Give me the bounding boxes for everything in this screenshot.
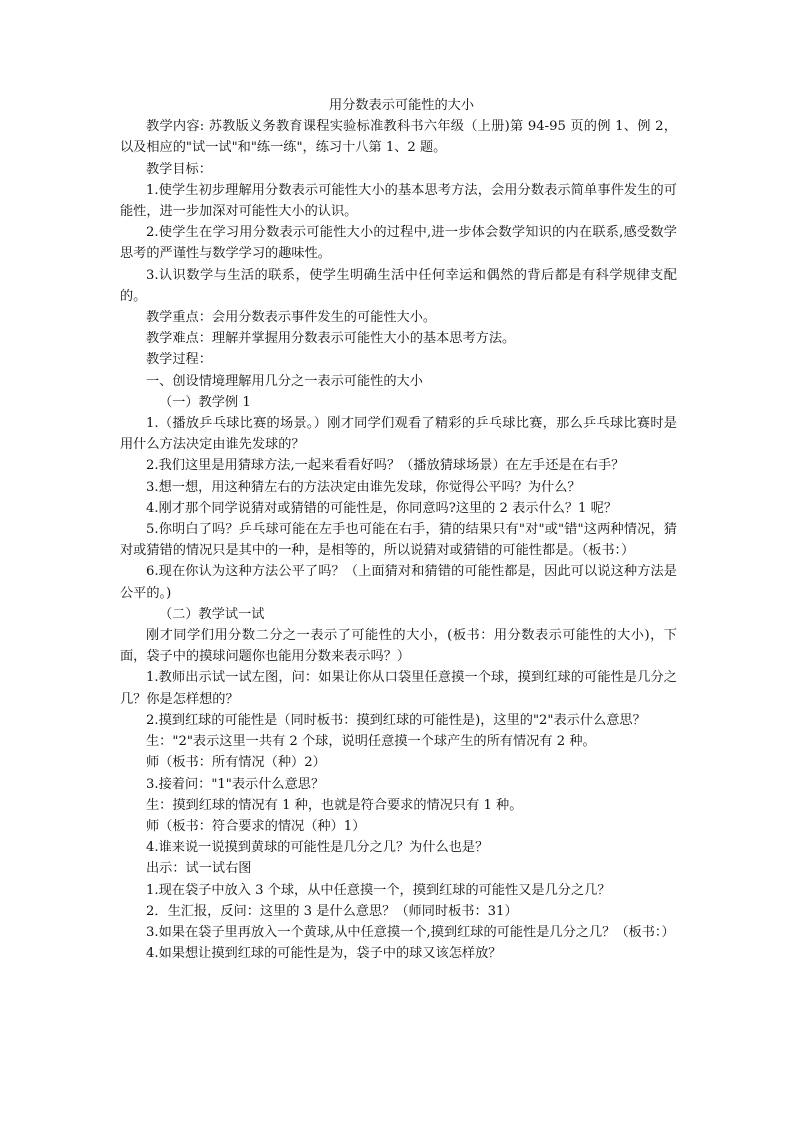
teaching-goals-heading: 教学目标： <box>146 161 212 177</box>
teaching-process-heading: 教学过程： <box>146 352 212 368</box>
show-right-figure: 出示：试一试右图 <box>146 861 252 877</box>
example1-step-5: 5.你明白了吗？乒乓球可能在左手也可能在右手，猜的结果只有"对"或"错"这两种情况，猜对或猜错的情况只是其中的一种，是相等的，所以说猜对或猜错的可能性都是。（板书：） <box>120 522 677 559</box>
teacher-board-1: 师（板书：所有情况（种）2） <box>146 755 326 771</box>
example1-step-4: 4.刚才那个同学说猜对或猜错的可能性是，你同意吗?这里的 2 表示什么？1 呢？ <box>146 500 618 516</box>
section-1-heading: 一、创设情境理解用几分之一表示可能性的大小 <box>146 373 423 389</box>
tryit-step-2: 2.摸到红球的可能性是（同时板书：摸到红球的可能性是)，这里的"2"表示什么意思？ <box>146 712 646 728</box>
student-answer-2: 生：摸到红球的情况有 1 种，也就是符合要求的情况只有 1 种。 <box>146 797 523 813</box>
tryit-step-3: 3.接着问："1"表示什么意思？ <box>146 776 325 792</box>
subsection-1-heading: （一）教学例 1 <box>159 394 251 410</box>
goal-3: 3.认识数学与生活的联系，使学生明确生活中任何幸运和偶然的背后都是有科学规律支配的。 <box>120 267 677 304</box>
teaching-key-point: 教学重点：会用分数表示事件发生的可能性大小。 <box>146 310 437 326</box>
subsection-2-heading: （二）教学试一试 <box>159 606 265 622</box>
tryit-intro: 刚才同学们用分数二分之一表示了可能性的大小，(板书：用分数表示可能性的大小)，下面，袋子中的摸球问题你也能用分数来表示吗？） <box>120 628 677 665</box>
example1-step-2: 2.我们这里是用猜球方法,一起来看看好吗？（播放猜球场景）在左手还是在右手？ <box>146 458 625 474</box>
example1-step-1: 1.（播放乒乓球比赛的场景。）刚才同学们观看了精彩的乒乓球比赛，那么乒乓球比赛时是用什么方法决定由谁先发球的？ <box>120 416 677 453</box>
example1-step-3: 3.想一想，用这种猜左右的方法决定由谁先发球，你觉得公平吗？为什么？ <box>146 479 581 495</box>
example1-step-6: 6.现在你认为这种方法公平了吗？（上面猜对和猜错的可能性都是，因此可以说这种方法是公平的。) <box>120 564 677 601</box>
tryit-step-1: 1.教师出示试一试左图，问：如果让你从口袋里任意摸一个球，摸到红球的可能性是几分之几？你是怎样想的？ <box>120 670 677 707</box>
document-title: 用分数表示可能性的大小 <box>328 98 475 113</box>
tryit-step-4: 4.谁来说一说摸到黄球的可能性是几分之几？为什么也是？ <box>146 840 489 856</box>
teaching-content: 教学内容: 苏教版义务教育课程实验标准教科书六年级（上册)第 94-95 页的例 1、例 2，以及相应的"试一试"和"练一练"，练习十八第 1、2 题。 <box>120 119 677 156</box>
right-figure-step-3: 3.如果在袋子里再放入一个黄球,从中任意摸一个,摸到红球的可能性是几分之几？（板书：） <box>146 924 675 940</box>
right-figure-step-4: 4.如果想让摸到红球的可能性是为，袋子中的球又该怎样放？ <box>146 946 502 962</box>
goal-2: 2.使学生在学习用分数表示可能性大小的过程中,进一步体会数学知识的内在联系,感受数学思考的严谨性与数学学习的趣味性。 <box>120 225 677 262</box>
right-figure-step-1: 1.现在袋子中放入 3 个球，从中任意摸一个，摸到红球的可能性又是几分之几？ <box>146 882 611 898</box>
goal-1: 1.使学生初步理解用分数表示可能性大小的基本思考方法，会用分数表示简单事件发生的可能性，进一步加深对可能性大小的认识。 <box>120 182 677 220</box>
teaching-difficulty: 教学难点：理解并掌握用分数表示可能性大小的基本思考方法。 <box>146 331 516 347</box>
right-figure-step-2: 2．生汇报，反问：这里的 3 是什么意思？（师同时板书：31） <box>146 903 518 919</box>
teacher-board-2: 师（板书：符合要求的情况（种）1） <box>146 818 366 834</box>
student-answer-1: 生："2"表示这里一共有 2 个球，说明任意摸一个球产生的所有情况有 2 种。 <box>146 734 596 750</box>
document-page <box>120 95 677 964</box>
